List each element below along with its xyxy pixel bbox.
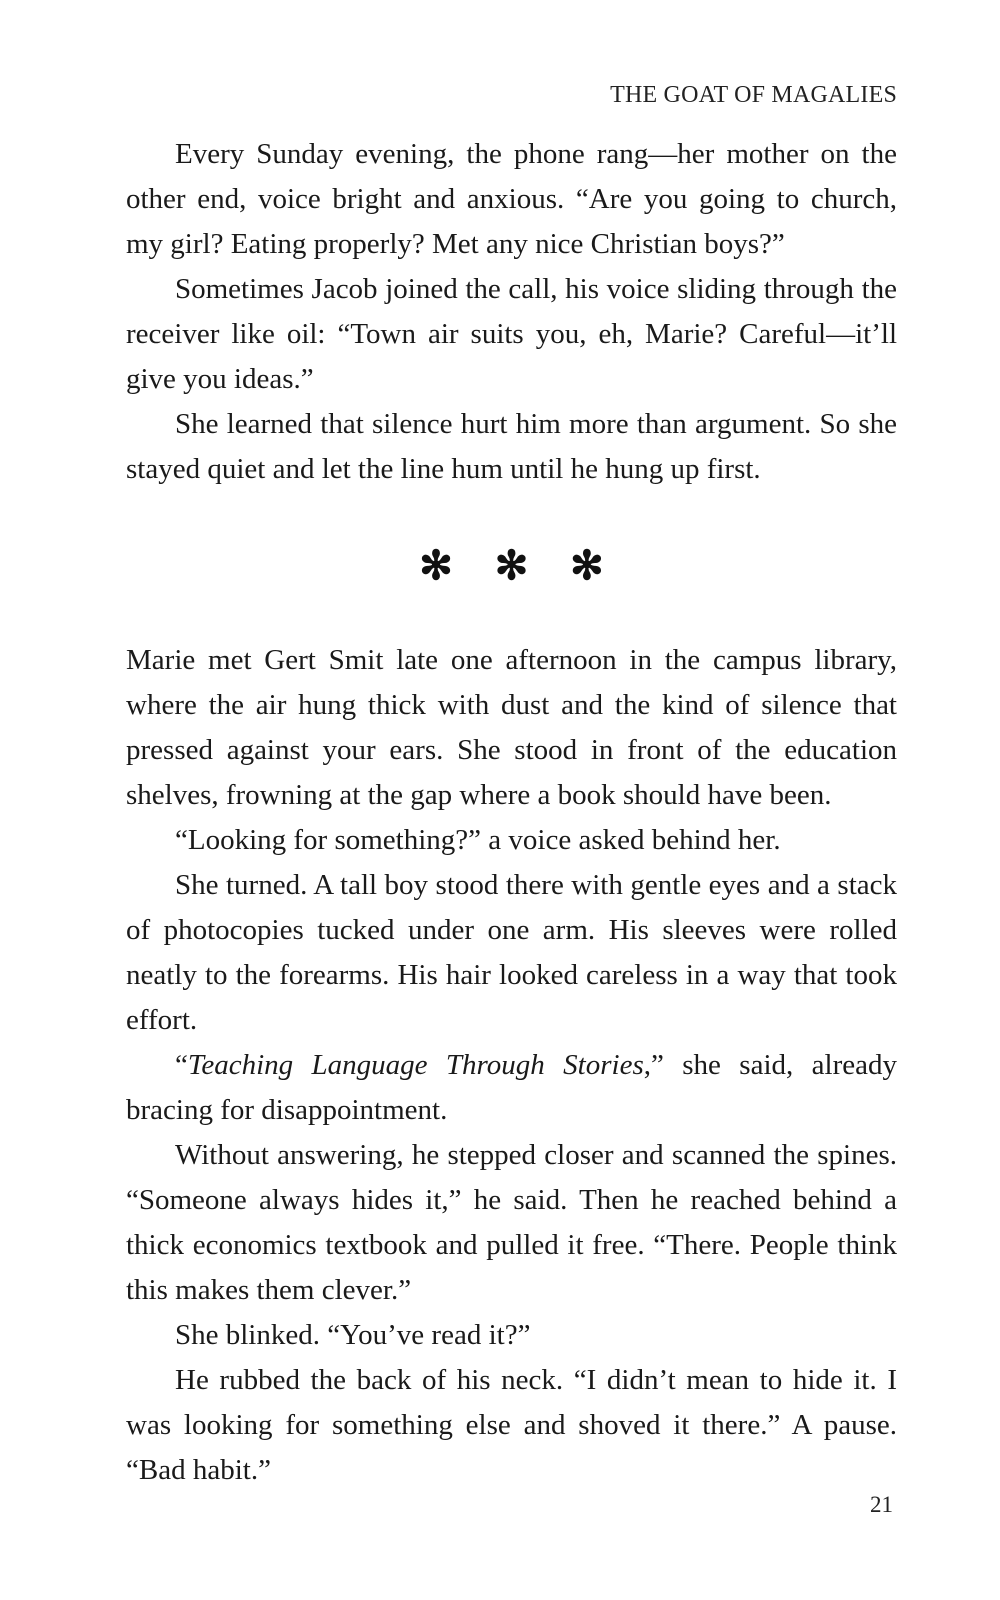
book-title: Teaching Language Through Stories (187, 1049, 644, 1081)
paragraph: She turned. A tall boy stood there with gentle eyes and a stack of photocopies tucked under one arm. His sleeves were rolled neatly to the forearms. His hair looked careless in a way that took effort. (126, 869, 897, 1036)
paragraph: Without answering, he stepped closer and scanned the spines. “Someone always hides it,” he said. Then he reached behind a thick economics textbook and pulled it free. “There. People think this makes them clever.” (126, 1139, 897, 1306)
running-title: THE GOAT OF MAGALIES (610, 82, 897, 108)
scene-break-asterisks (126, 492, 897, 638)
page-number: 21 (870, 1492, 893, 1517)
paragraph: Every Sunday evening, the phone rang—her mother on the other end, voice bright and anxious. “Are you going to church, my girl? Eating properly? Met any nice Christian boys?” (126, 138, 897, 260)
scene-break-symbol: ✻ ✻ ✻ (419, 541, 618, 589)
open-quote: “ (175, 1049, 188, 1081)
quote-rest: ,” she said, already bracing for disappointment. (126, 1049, 897, 1126)
paragraph: She learned that silence hurt him more than argument. So she stayed quiet and let the line hum until he hung up first. (126, 408, 897, 485)
paragraph: She blinked. “You’ve read it?” (175, 1319, 531, 1351)
paragraph-book-title (126, 1043, 897, 1133)
paragraph: Sometimes Jacob joined the call, his voice sliding through the receiver like oil: “Town air suits you, eh, Marie? Careful—it’ll give you ideas.” (126, 273, 897, 395)
paragraph: He rubbed the back of his neck. “I didn’t mean to hide it. I was looking for something else and shoved it there.” A pause. “Bad habit.” (126, 1364, 897, 1486)
paragraph: Marie met Gert Smit late one afternoon in the campus library, where the air hung thick with dust and the kind of silence that pressed against your ears. She stood in front of the education shelves, frowning at the gap where a book should have been. (126, 644, 897, 811)
paragraph: “Looking for something?” a voice asked behind her. (175, 824, 781, 856)
body-text (126, 132, 897, 1493)
